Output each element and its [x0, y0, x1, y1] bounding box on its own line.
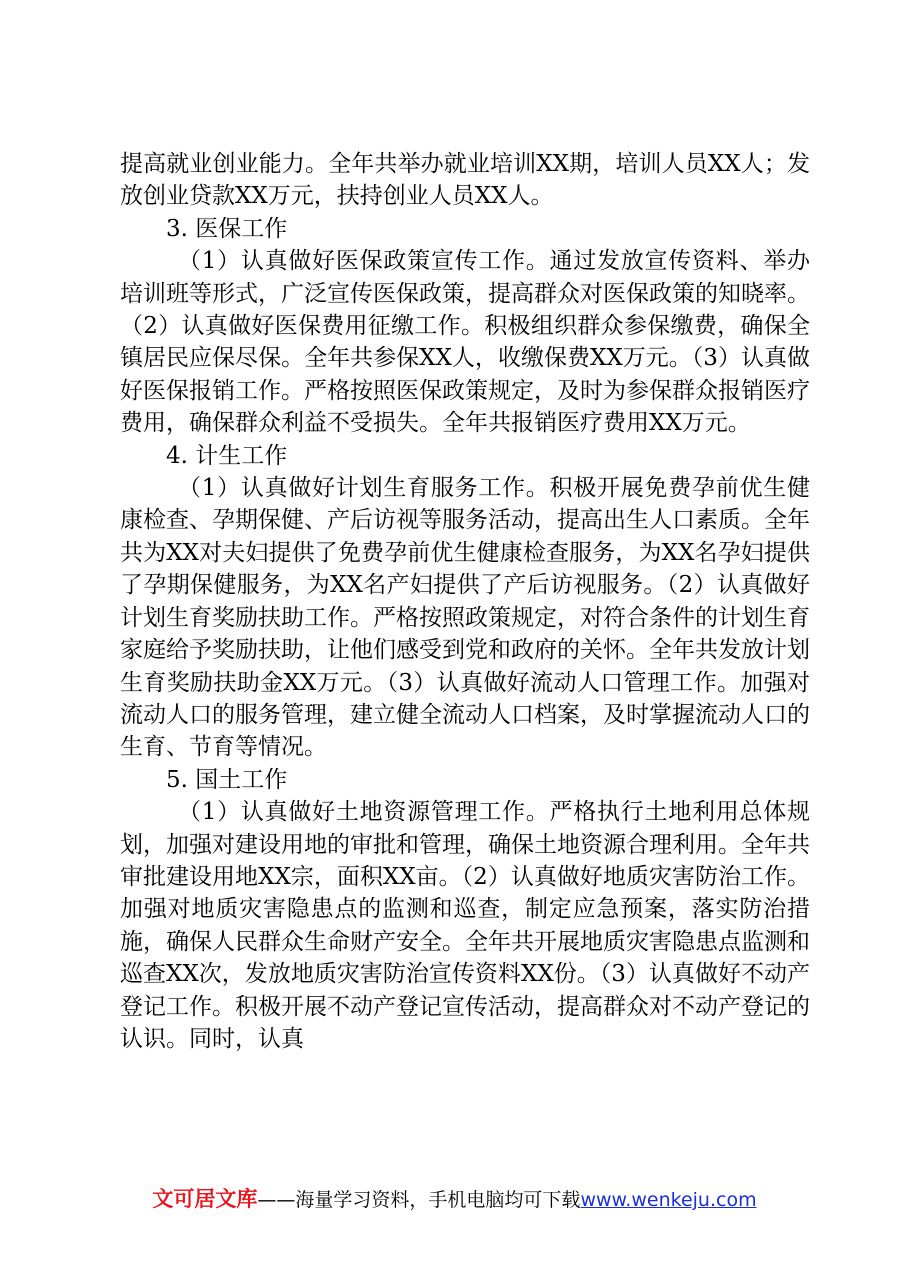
paragraph-medical-insurance: （1）认真做好医保政策宣传工作。通过发放宣传资料、举办培训班等形式，广泛宣传医保政策，提高群众对医保政策的知晓率。（2）认真做好医保费用征缴工作。积极组织群众参保缴费，确保全镇居民应保尽保。全年共参保XX人，收缴保费XX万元。（3）认真做好医保报销工作。严格按照医保政策规定，及时为参保群众报销医疗费用，确保群众利益不受损失。全年共报销医疗费用XX万元。	[120, 248, 810, 437]
footer-brand: 文可居文库	[152, 1187, 258, 1211]
section-heading-land-resources: 5. 国土工作	[166, 766, 288, 793]
paragraph-continuation: 提高就业创业能力。全年共举办就业培训XX期，培训人员XX人；发放创业贷款XX万元，扶持创业人员XX人。	[120, 151, 810, 210]
section-heading-family-planning: 4. 计生工作	[166, 442, 288, 469]
section-heading-medical-insurance: 3. 医保工作	[166, 215, 288, 242]
paragraph-land-resources: （1）认真做好土地资源管理工作。严格执行土地利用总体规划，加强对建设用地的审批和管理，确保土地资源合理利用。全年共审批建设用地XX宗，面积XX亩。（2）认真做好地质灾害防治工作。加强对地质灾害隐患点的监测和巡查，制定应急预案，落实防治措施，确保人民群众生命财产安全。全年共开展地质灾害隐患点监测和巡查XX次，发放地质灾害防治宣传资料XX份。（3）认真做好不动产登记工作。积极开展不动产登记宣传活动，提高群众对不动产登记的认识。同时，认真	[120, 799, 810, 1052]
paragraph-family-planning: （1）认真做好计划生育服务工作。积极开展免费孕前优生健康检查、孕期保健、产后访视等服务活动，提高出生人口素质。全年共为XX对夫妇提供了免费孕前优生健康检查服务，为XX名孕妇提供了孕期保健服务，为XX名产妇提供了产后访视服务。（2）认真做好计划生育奖励扶助工作。严格按照政策规定，对符合条件的计划生育家庭给予奖励扶助，让他们感受到党和政府的关怀。全年共发放计划生育奖励扶助金XX万元。（3）认真做好流动人口管理工作。加强对流动人口的服务管理，建立健全流动人口档案，及时掌握流动人口的生育、节育等情况。	[120, 475, 810, 761]
document-body	[120, 148, 810, 1055]
footer-slogan: ——海量学习资料，手机电脑均可下载	[257, 1189, 581, 1211]
footer-banner	[0, 1183, 909, 1213]
footer-url-link[interactable]: www.wenkeju.com	[580, 1189, 757, 1211]
